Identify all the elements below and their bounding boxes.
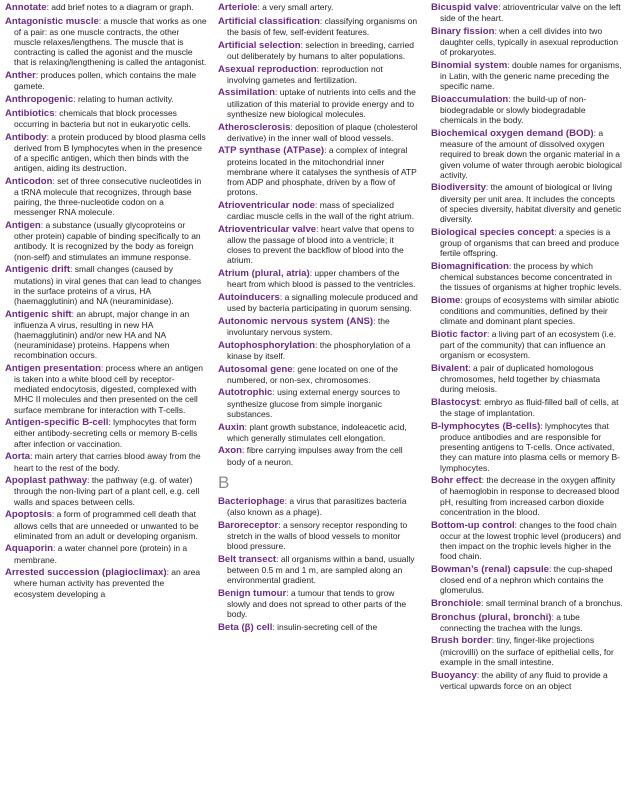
glossary-entry <box>431 227 623 258</box>
glossary-entry <box>431 295 623 326</box>
glossary-term: Biochemical oxygen demand (BOD) <box>431 128 594 140</box>
glossary-entry <box>431 397 623 418</box>
glossary-term: Antibiotics <box>5 107 55 119</box>
glossary-term: Blastocyst <box>431 397 480 408</box>
glossary-entry <box>431 612 623 633</box>
glossary-entry <box>218 200 418 221</box>
glossary-term: B-lymphocytes (B-cells) <box>431 420 541 432</box>
glossary-definition: : add brief notes to a diagram or graph. <box>46 2 194 12</box>
glossary-term: Apoptosis <box>5 509 52 521</box>
glossary-definition: : lymphocytes that form either antibody-secreting cells or memory B-cells after infection or vaccination. <box>14 417 198 449</box>
glossary-term: Auxin <box>218 421 245 433</box>
glossary-term: Beta (β) cell <box>218 621 273 633</box>
glossary-entry <box>431 475 623 517</box>
glossary-entry <box>5 220 207 262</box>
glossary-entry <box>218 40 418 61</box>
glossary-column-2 <box>218 2 418 797</box>
glossary-entry <box>218 387 418 418</box>
glossary-definition: : plant growth substance, indoleacetic acid, which generally stimulates cell elongation. <box>227 421 407 443</box>
glossary-entry <box>218 316 418 337</box>
glossary-entry <box>218 445 418 466</box>
glossary-term: Anther <box>5 70 36 82</box>
glossary-term: Antigen <box>5 220 41 232</box>
glossary-term: Bacteriophage <box>218 495 285 507</box>
glossary-term: Artificial selection <box>218 39 301 51</box>
glossary-entry <box>5 132 207 174</box>
glossary-definition: : a virus that parasitizes bacteria (also known as a phage). <box>227 495 407 517</box>
glossary-definition: : the phosphorylation of a kinase by itself. <box>227 339 411 361</box>
glossary-definition: : selection in breeding, carried out deliberately by humans to alter populations. <box>227 39 415 61</box>
glossary-term: Binary fission <box>431 25 495 37</box>
glossary-definition: : all organisms within a band, usually between 0.5 m and 1 m, are sampled along an environmental gradient. <box>227 553 415 586</box>
glossary-entry <box>431 635 623 666</box>
glossary-definition: : produces pollen, which contains the male gamete. <box>14 70 197 92</box>
glossary-definition: : the build-up of non-biodegradable or slowly biodegradable chemicals in the body. <box>440 94 587 126</box>
glossary-entry <box>218 588 418 619</box>
glossary-definition: : the amount of biological or living diversity per unit area. It includes the concepts of species diversity, habitat diversity and genetic diversity. <box>440 182 622 224</box>
glossary-entry <box>218 364 418 385</box>
glossary-term: Antigen-specific B-cell <box>5 417 109 429</box>
glossary-definition: : fibre carrying impulses away from the cell body of a neuron. <box>227 445 403 467</box>
glossary-term: Buoyancy <box>431 669 477 681</box>
glossary-definition: : chemicals that block processes occurring in bacteria but not in eukaryotic cells. <box>14 107 191 129</box>
glossary-term: Autonomic nervous system (ANS) <box>218 315 374 327</box>
glossary-term: Bivalent <box>431 362 469 374</box>
glossary-term: Antigen presentation <box>5 362 101 374</box>
glossary-term: Atrium (plural, atria) <box>218 267 310 279</box>
glossary-definition: : a tube connecting the trachea with the lungs. <box>440 611 583 633</box>
glossary-definition: : the cup-shaped closed end of a nephron which contains the glomerulus. <box>440 563 613 596</box>
glossary-entry <box>5 16 207 68</box>
glossary-entry <box>431 421 623 473</box>
glossary-definition: : groups of ecosystems with similar abiotic conditions and communities, defined by their climate and dominant plant species. <box>440 294 620 327</box>
glossary-definition: : a complex of integral proteins located in the mitochondrial inner membrane where it catalyses the synthesis of ATP from ADP and phosphate, driven by a flow of protons. <box>227 145 417 198</box>
glossary-entry <box>218 268 418 289</box>
glossary-entry <box>218 496 418 517</box>
glossary-definition: : changes to the food chain occur at the lowest trophic level (producers) and then impact on the trophic levels higher in the food chain. <box>440 519 621 561</box>
glossary-definition: : a protein produced by blood plasma cells derived from B lymphocytes when in the presence of a specific antigen, which then binds with the antigen, aiding its destruction. <box>14 131 206 174</box>
glossary-definition: : a substance (usually glycoproteins or other protein) capable of binding specifically to an antibody. It is recognized by the body as foreign (non-self) and stimulates an immune response. <box>14 220 201 262</box>
glossary-term: Bottom-up control <box>431 519 515 531</box>
glossary-definition: : main artery that carries blood away from the heart to the rest of the body. <box>14 451 201 473</box>
glossary-term: Bioaccumulation <box>431 94 509 106</box>
glossary-term: Biotic factor <box>431 328 487 340</box>
glossary-definition: : small changes (caused by mutations) in viral genes that can lead to changes in the surface proteins of a virus, HA (haemagglutinin) and NA (neuraminidase). <box>14 264 202 306</box>
glossary-entry <box>218 520 418 551</box>
glossary-entry <box>5 108 207 129</box>
glossary-definition: : small terminal branch of a bronchus. <box>481 597 623 608</box>
glossary-term: Biodiversity <box>431 182 486 194</box>
glossary-entry <box>218 224 418 266</box>
glossary-entry <box>5 363 207 415</box>
glossary-definition: : a form of programmed cell death that allows cells that are unneeded or unwanted to be eliminated from an adult or developing organism. <box>14 509 199 541</box>
glossary-entry <box>431 128 623 180</box>
glossary-entry <box>5 543 207 564</box>
glossary-definition: : deposition of plaque (cholesterol derivative) in the inner wall of blood vessels. <box>227 121 418 143</box>
glossary-term: Atrioventricular valve <box>218 223 317 235</box>
glossary-term: Bicuspid valve <box>431 2 499 13</box>
glossary-term: ATP synthase (ATPase) <box>218 145 325 157</box>
glossary-definition: : a sensory receptor responding to stretch in the walls of blood vessels to monitor blood pressure. <box>227 519 408 551</box>
glossary-term: Biological species concept <box>431 226 555 238</box>
glossary-entry <box>218 87 418 118</box>
glossary-term: Assimilation <box>218 87 276 99</box>
glossary-term: Axon <box>218 445 242 457</box>
glossary-entry <box>5 509 207 540</box>
glossary-definition: : the involuntary nervous system. <box>227 315 390 337</box>
glossary-definition: : a pair of duplicated homologous chromosomes, held together by chiasmata during meiosis. <box>440 362 601 395</box>
glossary-term: Bowman’s (renal) capsule <box>431 563 550 575</box>
glossary-page <box>5 2 623 797</box>
glossary-definition: : atrioventricular valve on the left side of the heart. <box>440 2 621 24</box>
glossary-term: Bohr effect <box>431 475 482 487</box>
glossary-term: Anticodon <box>5 175 53 187</box>
glossary-term: Aquaporin <box>5 543 53 555</box>
glossary-definition: : using external energy sources to synthesize glucose from simple inorganic substances. <box>227 387 400 419</box>
glossary-term: Antagonistic muscle <box>5 15 99 27</box>
glossary-term: Aorta <box>5 451 31 463</box>
glossary-term: Asexual reproduction <box>218 63 317 75</box>
glossary-entry <box>5 451 207 472</box>
glossary-entry <box>431 60 623 91</box>
glossary-entry <box>218 340 418 361</box>
glossary-term: Antigenic drift <box>5 264 71 276</box>
glossary-definition: : the pathway (e.g. of water) through the non-living part of a plant cell, e.g. cell walls and spaces between cells. <box>14 475 200 507</box>
glossary-definition: : classifying organisms on the basis of few, self-evident features. <box>227 15 418 37</box>
glossary-definition: : embryo as fluid-filled ball of cells, at the stage of implantation. <box>440 397 619 419</box>
glossary-definition: : process where an antigen is taken into a white blood cell by receptor-mediated endocytosis, digested, complexed with MHC II molecules and then presented on the cell surface membrane for interaction with T-cells. <box>14 362 204 415</box>
glossary-definition: : tiny, finger-like projections (microvilli) on the surface of epithelial cells, for example in the small intestine. <box>440 635 614 667</box>
glossary-definition: : a signalling molecule produced and used by bacteria participating in quorum sensing. <box>227 291 418 313</box>
glossary-term: Autoinducers <box>218 291 280 303</box>
glossary-entry <box>5 70 207 91</box>
glossary-entry <box>218 145 418 197</box>
glossary-entry <box>431 520 623 562</box>
glossary-definition: : double names for organisms, in Latin, with the generic name preceding the specific name. <box>440 59 622 92</box>
glossary-term: Antibody <box>5 131 47 143</box>
glossary-definition: : set of three consecutive nucleotides in a tRNA molecule that recognizes, through base pairing, the three-nucleotide codon on a messenger RNA molecule. <box>14 175 202 218</box>
glossary-definition: : relating to human activity. <box>73 94 174 105</box>
glossary-term: Bronchiole <box>431 597 482 609</box>
glossary-definition: : a muscle that works as one of a pair: as one muscle contracts, the other muscle relaxes/lengthens. The muscle that is contracting is called the agonist and the muscle that is relaxing/lengthening is called the antagonist. <box>14 15 207 68</box>
glossary-term: Biomagnification <box>431 260 509 272</box>
glossary-entry <box>5 264 207 306</box>
glossary-column-3 <box>431 2 623 797</box>
glossary-definition: : insulin-secreting cell of the <box>272 621 378 632</box>
glossary-definition: : mass of specialized cardiac muscle cells in the wall of the right atrium. <box>227 199 415 221</box>
glossary-term: Binomial system <box>431 59 508 71</box>
glossary-entry <box>431 363 623 394</box>
glossary-term: Belt transect <box>218 553 277 565</box>
glossary-term: Benign tumour <box>218 587 287 599</box>
glossary-term: Biome <box>431 294 461 306</box>
glossary-entry <box>218 554 418 585</box>
glossary-term: Atherosclerosis <box>218 121 291 133</box>
glossary-definition: : the decrease in the oxygen affinity of haemoglobin in response to decreased blood pH, resulting from increased carbon dioxide concentration in the blood. <box>440 475 620 517</box>
glossary-definition: : gene located on one of the numbered, or non-sex, chromosomes. <box>227 363 399 385</box>
glossary-entry <box>5 309 207 361</box>
glossary-entry <box>431 564 623 595</box>
glossary-definition: : lymphocytes that produce antibodies and are responsible for presenting antigens to T-cells. Once activated, they can mature into plasma cells or memory B-lymphocytes. <box>440 420 620 473</box>
glossary-definition: : the process by which chemical substances become concentrated in the tissues of organisms at higher trophic levels. <box>440 260 622 293</box>
section-letter: B <box>218 472 230 492</box>
glossary-definition: : uptake of nutrients into cells and the utilization of this material to provide energy and to synthesize new biological molecules. <box>227 87 416 119</box>
glossary-term: Autophosphorylation <box>218 339 315 351</box>
glossary-definition: : when a cell divides into two daughter cells, typically in asexual reproduction of prokaryotes. <box>440 25 619 58</box>
glossary-entry <box>218 422 418 443</box>
glossary-entry <box>5 2 207 13</box>
glossary-definition: : reproduction not involving gametes and fertilization. <box>227 63 383 85</box>
glossary-term: Anthropogenic <box>5 94 74 106</box>
glossary-term: Arrested succession (plagioclimax) <box>5 567 167 579</box>
glossary-entry <box>431 670 623 691</box>
glossary-definition: : the ability of any fluid to provide a vertical upwards force on an object <box>440 669 608 691</box>
glossary-definition: : a species is a group of organisms that can breed and produce fertile offspring. <box>440 226 620 258</box>
glossary-term: Atrioventricular node <box>218 199 316 211</box>
glossary-term: Bronchus (plural, bronchi) <box>431 611 552 623</box>
glossary-term: Autosomal gene <box>218 363 293 375</box>
glossary-entry <box>218 622 418 633</box>
glossary-entry <box>431 261 623 292</box>
glossary-entry <box>218 122 418 143</box>
glossary-entry <box>5 567 207 598</box>
glossary-definition: : a living part of an ecosystem (i.e. part of the community) that can influence an organism or ecosystem. <box>440 328 616 361</box>
glossary-term: Autotrophic <box>218 387 273 399</box>
glossary-term: Annotate <box>5 2 47 13</box>
glossary-entry <box>218 64 418 85</box>
glossary-column-1 <box>5 2 207 797</box>
glossary-entry <box>431 26 623 57</box>
glossary-entry <box>431 182 623 224</box>
glossary-definition: : an abrupt, major change in an influenza A virus, resulting in new HA (haemagglutinin) and/or new HA and NA (neuraminidase) proteins. Happens when recombination occurs. <box>14 308 190 361</box>
glossary-entry <box>5 417 207 448</box>
glossary-definition: : a very small artery. <box>257 2 334 12</box>
glossary-term: Artificial classification <box>218 15 320 27</box>
glossary-entry <box>431 329 623 360</box>
glossary-entry <box>5 176 207 218</box>
glossary-entry <box>5 94 207 105</box>
glossary-definition: : a tumour that tends to grow slowly and does not spread to other parts of the body. <box>227 587 407 620</box>
glossary-term: Apoplast pathway <box>5 475 88 487</box>
glossary-term: Arteriole <box>218 2 258 13</box>
glossary-definition: : upper chambers of the heart from which blood is passed to the ventricles. <box>227 267 416 290</box>
glossary-entry <box>431 2 623 23</box>
glossary-term: Antigenic shift <box>5 308 72 320</box>
glossary-definition: : heart valve that opens to allow the passage of blood into a ventricle; it closes to prevent the backflow of blood into the atrium. <box>227 223 414 266</box>
glossary-entry <box>218 2 418 13</box>
glossary-term: Brush border <box>431 635 492 647</box>
glossary-definition: : a water channel pore (protein) in a membrane. <box>14 543 188 565</box>
glossary-entry <box>431 598 623 609</box>
glossary-term: Baroreceptor <box>218 519 279 531</box>
glossary-entry <box>218 16 418 37</box>
glossary-entry <box>431 94 623 125</box>
glossary-entry <box>5 475 207 506</box>
glossary-definition: : a measure of the amount of dissolved oxygen required to break down the organic material in a given volume of water through aerobic biological activity. <box>440 128 622 180</box>
glossary-entry <box>218 292 418 313</box>
glossary-definition: : an area where human activity has prevented the ecosystem developing a <box>14 567 201 599</box>
